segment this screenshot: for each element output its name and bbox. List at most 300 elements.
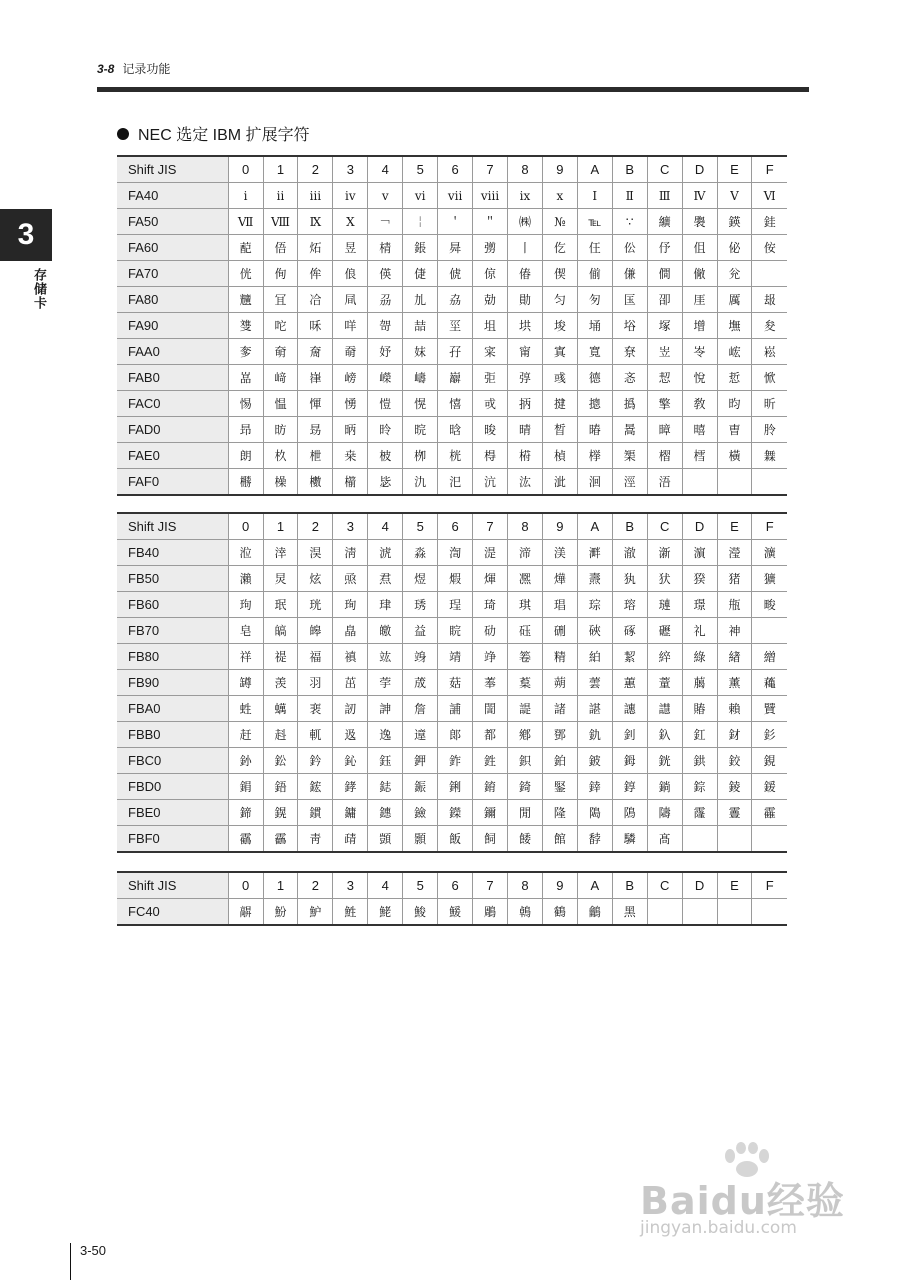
char-cell: 鈼 (438, 748, 473, 774)
column-header: 4 (368, 156, 403, 183)
char-cell: 鋕 (368, 774, 403, 800)
column-header: C (647, 872, 682, 899)
char-cell: 鋓 (438, 774, 473, 800)
char-cell: 瀨 (228, 566, 263, 592)
char-cell: 伀 (612, 235, 647, 261)
char-cell: 揵 (542, 391, 577, 417)
char-cell: 孖 (438, 339, 473, 365)
char-cell: 悊 (717, 365, 752, 391)
char-cell (717, 826, 752, 853)
char-cell: 璟 (682, 592, 717, 618)
char-cell: 燁 (542, 566, 577, 592)
char-cell: 遧 (403, 722, 438, 748)
char-cell: 鰀 (438, 899, 473, 926)
column-header: 8 (507, 156, 542, 183)
char-cell: 錂 (717, 774, 752, 800)
char-cell: 咩 (333, 313, 368, 339)
char-cell: 箞 (507, 644, 542, 670)
char-cell: 都 (473, 722, 508, 748)
char-cell: 竑 (368, 644, 403, 670)
char-cell: 神 (717, 618, 752, 644)
char-cell: 絜 (612, 644, 647, 670)
char-cell: 菶 (473, 670, 508, 696)
chapter-label: 存储卡 (32, 268, 47, 310)
char-cell: 焄 (368, 566, 403, 592)
char-cell: 昮 (298, 417, 333, 443)
char-cell: 淸 (333, 540, 368, 566)
char-cell: 鄧 (542, 722, 577, 748)
char-cell: 勀 (473, 287, 508, 313)
page-rule (70, 1243, 71, 1280)
watermark-url: jingyan.baidu.com (640, 1218, 797, 1238)
char-cell (682, 826, 717, 853)
row-header: FB80 (117, 644, 228, 670)
char-cell: 劯 (473, 618, 508, 644)
table-row (117, 417, 787, 443)
char-cell: 誧 (438, 696, 473, 722)
char-cell: 﨏 (612, 313, 647, 339)
table-row (117, 313, 787, 339)
char-cell: 曻 (438, 235, 473, 261)
row-header: FA70 (117, 261, 228, 287)
table-row (117, 287, 787, 313)
char-cell: 賰 (682, 696, 717, 722)
char-cell: 鸙 (577, 899, 612, 926)
char-cell: 丨 (507, 235, 542, 261)
char-cell: 﨔 (577, 443, 612, 469)
char-cell: 妤 (368, 339, 403, 365)
char-cell: 嵓 (228, 365, 263, 391)
row-header: FAE0 (117, 443, 228, 469)
char-cell: 綠 (682, 644, 717, 670)
char-cell: 愑 (333, 391, 368, 417)
char-cell: 珣 (333, 592, 368, 618)
table-row (117, 748, 787, 774)
corner-header: Shift JIS (117, 513, 228, 540)
char-cell: 銈 (752, 209, 787, 235)
char-cell: 瑢 (612, 592, 647, 618)
char-cell: 渹 (438, 540, 473, 566)
char-cell: 鉸 (717, 748, 752, 774)
char-cell: 礰 (647, 618, 682, 644)
char-cell: ￢ (368, 209, 403, 235)
char-cell: 彅 (473, 235, 508, 261)
char-cell: 卲 (647, 287, 682, 313)
char-cell: 鈺 (368, 748, 403, 774)
char-cell: 鮏 (333, 899, 368, 926)
table-row (117, 696, 787, 722)
char-cell: 鐱 (403, 800, 438, 826)
char-cell: 喆 (403, 313, 438, 339)
char-cell: 鵰 (473, 899, 508, 926)
char-cell: 鍗 (228, 800, 263, 826)
char-cell: 刕 (368, 287, 403, 313)
char-cell: 浯 (647, 469, 682, 496)
char-cell: 鈐 (298, 748, 333, 774)
char-cell: 睆 (438, 618, 473, 644)
row-header: FAC0 (117, 391, 228, 417)
column-header: 5 (403, 156, 438, 183)
char-cell: 璉 (647, 592, 682, 618)
char-cell: 煇 (473, 566, 508, 592)
char-cell: 偂 (577, 261, 612, 287)
column-header: 4 (368, 872, 403, 899)
char-cell: Ⅹ (333, 209, 368, 235)
char-cell: 髙 (647, 826, 682, 853)
char-cell: 惕 (228, 391, 263, 417)
table-row (117, 183, 787, 209)
char-cell: 琩 (542, 592, 577, 618)
char-cell: 珉 (263, 592, 298, 618)
char-cell: ⅸ (507, 183, 542, 209)
char-cell: 匀 (542, 287, 577, 313)
row-header: FA60 (117, 235, 228, 261)
row-header: FA90 (117, 313, 228, 339)
char-cell: 硺 (612, 618, 647, 644)
column-header: 9 (542, 872, 577, 899)
char-cell: 皞 (298, 618, 333, 644)
char-cell: 玽 (228, 592, 263, 618)
column-header: 5 (403, 513, 438, 540)
row-header: FA40 (117, 183, 228, 209)
column-header: F (752, 513, 787, 540)
char-cell (682, 899, 717, 926)
row-header: FB70 (117, 618, 228, 644)
char-cell: 嵭 (333, 365, 368, 391)
table-row (117, 826, 787, 853)
char-cell: 沆 (473, 469, 508, 496)
char-cell: 益 (403, 618, 438, 644)
char-cell: 砡 (507, 618, 542, 644)
char-cell: 黑 (612, 899, 647, 926)
char-cell: 猪 (717, 566, 752, 592)
char-cell: 兊 (717, 261, 752, 287)
char-cell: 汯 (507, 469, 542, 496)
char-cell: 錥 (473, 774, 508, 800)
char-cell: 彧 (542, 365, 577, 391)
char-cell: 曺 (717, 417, 752, 443)
char-cell: 俿 (438, 261, 473, 287)
char-cell: 訷 (368, 696, 403, 722)
char-cell: 咊 (298, 313, 333, 339)
char-cell: 仡 (542, 235, 577, 261)
char-cell: 伃 (647, 235, 682, 261)
char-cell: 館 (542, 826, 577, 853)
char-cell: 偰 (542, 261, 577, 287)
char-cell: 閒 (507, 800, 542, 826)
char-cell: 﨎 (228, 313, 263, 339)
column-header: A (577, 156, 612, 183)
char-cell: 晙 (473, 417, 508, 443)
char-cell: 抦 (507, 391, 542, 417)
column-header: 8 (507, 513, 542, 540)
char-table (117, 871, 787, 926)
char-cell: 薰 (717, 670, 752, 696)
char-cell: 鈹 (577, 748, 612, 774)
char-cell: 涬 (263, 540, 298, 566)
row-header: FA50 (117, 209, 228, 235)
corner-header: Shift JIS (117, 156, 228, 183)
char-cell: 鋹 (403, 235, 438, 261)
char-cell: 傔 (612, 261, 647, 287)
char-cell: ＇ (438, 209, 473, 235)
table-row (117, 365, 787, 391)
char-cell: 昉 (263, 417, 298, 443)
char-cell: 淏 (298, 540, 333, 566)
char-cell: 靃 (752, 800, 787, 826)
char-cell: 琮 (577, 592, 612, 618)
char-cell: 炅 (263, 566, 298, 592)
char-cell: 夋 (752, 313, 787, 339)
char-cell: 靍 (228, 826, 263, 853)
char-cell: 俍 (333, 261, 368, 287)
char-cell: 燾 (577, 566, 612, 592)
char-cell: 誾 (473, 696, 508, 722)
char-cell: 鋗 (228, 774, 263, 800)
char-cell (717, 469, 752, 496)
char-cell: 戓 (473, 391, 508, 417)
char-table (117, 155, 787, 496)
char-cell: 煜 (403, 566, 438, 592)
char-cell: 瀅 (717, 540, 752, 566)
char-cell: 蠇 (263, 696, 298, 722)
char-cell: 蕙 (612, 670, 647, 696)
char-cell: 淼 (403, 540, 438, 566)
char-cell: 郞 (438, 722, 473, 748)
char-cell: 橆 (752, 443, 787, 469)
char-cell: 鮱 (368, 899, 403, 926)
char-cell: 鄕 (507, 722, 542, 748)
char-cell: 顗 (368, 826, 403, 853)
char-cell: 葈 (507, 670, 542, 696)
char-cell: 崧 (752, 339, 787, 365)
char-cell: 隆 (542, 800, 577, 826)
char-cell: 俉 (263, 235, 298, 261)
char-cell: 尞 (612, 339, 647, 365)
section-title: 记录功能 (122, 62, 171, 76)
column-header: A (577, 872, 612, 899)
char-cell: 瀇 (752, 540, 787, 566)
char-cell: 犱 (612, 566, 647, 592)
char-cell: ⅷ (473, 183, 508, 209)
char-cell: ∵ (612, 209, 647, 235)
char-cell: Ⅵ (752, 183, 787, 209)
char-cell: 奓 (228, 339, 263, 365)
char-cell: 濵 (682, 540, 717, 566)
char-cell: 鑅 (438, 800, 473, 826)
char-cell: 妺 (403, 339, 438, 365)
char-cell (752, 261, 787, 287)
char-cell: 詹 (403, 696, 438, 722)
char-cell: 厲 (717, 287, 752, 313)
char-cell: Ⅴ (717, 183, 752, 209)
column-header: 3 (333, 156, 368, 183)
char-cell: 琇 (403, 592, 438, 618)
table-row (117, 339, 787, 365)
char-cell: Ⅰ (577, 183, 612, 209)
row-header: FA80 (117, 287, 228, 313)
char-cell: 弴 (507, 365, 542, 391)
char-cell: 劦 (438, 287, 473, 313)
char-cell: 釚 (577, 722, 612, 748)
char-cell: 鉙 (507, 748, 542, 774)
char-cell: 嶸 (368, 365, 403, 391)
row-header: FBF0 (117, 826, 228, 853)
char-cell: 匤 (612, 287, 647, 313)
column-header: 9 (542, 513, 577, 540)
char-cell: 緖 (717, 644, 752, 670)
char-cell: 櫤 (333, 469, 368, 496)
table-row (117, 774, 787, 800)
char-cell: 岺 (682, 339, 717, 365)
column-header: 6 (438, 872, 473, 899)
char-cell: 顥 (403, 826, 438, 853)
char-cell: 埈 (542, 313, 577, 339)
char-cell: 擎 (647, 391, 682, 417)
char-cell: 鉑 (542, 748, 577, 774)
char-cell: 鉎 (473, 748, 508, 774)
char-cell: ⅱ (263, 183, 298, 209)
char-cell: 恝 (647, 365, 682, 391)
row-header: FAA0 (117, 339, 228, 365)
table-row (117, 443, 787, 469)
char-cell: 寀 (473, 339, 508, 365)
char-cell: 錞 (612, 774, 647, 800)
char-cell: 裵 (298, 696, 333, 722)
char-cell: 綷 (647, 644, 682, 670)
table-row (117, 592, 787, 618)
column-header: B (612, 872, 647, 899)
char-cell: 畯 (752, 592, 787, 618)
watermark (640, 1160, 850, 1250)
char-cell: 﨨 (577, 774, 612, 800)
column-header: E (717, 156, 752, 183)
char-cell: 垬 (507, 313, 542, 339)
char-cell: 皂 (228, 618, 263, 644)
row-header: FBC0 (117, 748, 228, 774)
char-cell: 驎 (612, 826, 647, 853)
char-cell (717, 899, 752, 926)
char-cell: 汜 (438, 469, 473, 496)
char-cell: 德 (577, 365, 612, 391)
char-cell: 譓 (612, 696, 647, 722)
char-cell: 叝 (752, 287, 787, 313)
char-cell: 惲 (298, 391, 333, 417)
table-row (117, 469, 787, 496)
column-header: 7 (473, 513, 508, 540)
char-cell: 鑈 (473, 800, 508, 826)
char-cell: 隯 (647, 800, 682, 826)
char-cell (752, 899, 787, 926)
char-cell: 倢 (403, 261, 438, 287)
char-cell (682, 469, 717, 496)
column-header: 5 (403, 872, 438, 899)
char-cell: 勛 (507, 287, 542, 313)
section-heading-text: NEC 选定 IBM 扩展字符 (138, 127, 310, 144)
char-cell: 凬 (333, 287, 368, 313)
char-cell: ⅹ (542, 183, 577, 209)
char-cell: 晴 (507, 417, 542, 443)
char-cell: 鉀 (403, 748, 438, 774)
char-cell: 伹 (682, 235, 717, 261)
char-cell: 榘 (612, 443, 647, 469)
char-cell: 靏 (263, 826, 298, 853)
column-header: 0 (228, 513, 263, 540)
char-cell: ＂ (473, 209, 508, 235)
char-cell: 栁 (403, 443, 438, 469)
column-header: 9 (542, 156, 577, 183)
column-header: 2 (298, 156, 333, 183)
char-cell: 侒 (752, 235, 787, 261)
table-row (117, 540, 787, 566)
char-cell: 﨟 (682, 670, 717, 696)
char-cell: 赶 (228, 722, 263, 748)
char-cell: 竧 (403, 644, 438, 670)
column-header: 1 (263, 156, 298, 183)
char-cell: 靖 (438, 644, 473, 670)
char-cell: 鎤 (263, 800, 298, 826)
char-cell: 銧 (647, 748, 682, 774)
char-cell: 﨤 (333, 722, 368, 748)
row-header: FB40 (117, 540, 228, 566)
char-cell: 錝 (682, 774, 717, 800)
column-header: 0 (228, 872, 263, 899)
column-header: 3 (333, 513, 368, 540)
char-cell: 魲 (298, 899, 333, 926)
char-cell: 倞 (473, 261, 508, 287)
char-cell: 繒 (752, 644, 787, 670)
char-table (117, 512, 787, 853)
char-cell: 洄 (577, 469, 612, 496)
char-cell: 鏸 (368, 800, 403, 826)
row-header: FB60 (117, 592, 228, 618)
char-cell: 暲 (647, 417, 682, 443)
char-cell: 氿 (403, 469, 438, 496)
char-cell: Ⅳ (682, 183, 717, 209)
column-header: 7 (473, 872, 508, 899)
char-cell: 昻 (228, 417, 263, 443)
char-cell: 煆 (438, 566, 473, 592)
char-cell: 憘 (438, 391, 473, 417)
char-cell: 甯 (507, 339, 542, 365)
table-row (117, 899, 787, 926)
char-cell: 鮻 (403, 899, 438, 926)
char-cell: 枻 (298, 443, 333, 469)
char-cell: 釞 (647, 722, 682, 748)
char-cell: 餧 (507, 826, 542, 853)
char-cell: 槢 (647, 443, 682, 469)
char-cell: 髜 (228, 899, 263, 926)
char-cell: 湜 (473, 540, 508, 566)
char-cell: 岦 (647, 339, 682, 365)
char-cell: 咜 (263, 313, 298, 339)
char-cell: 蓜 (228, 235, 263, 261)
column-header: 2 (298, 872, 333, 899)
char-cell: 罇 (228, 670, 263, 696)
column-header: 6 (438, 156, 473, 183)
row-header: FAF0 (117, 469, 228, 496)
char-cell: 釮 (717, 722, 752, 748)
table-row (117, 800, 787, 826)
char-cell: Ⅸ (298, 209, 333, 235)
char-cell: 訒 (333, 696, 368, 722)
char-cell: 埇 (577, 313, 612, 339)
char-cell: 奣 (333, 339, 368, 365)
char-cell: 鏞 (333, 800, 368, 826)
char-cell: 桄 (438, 443, 473, 469)
char-cell: ⅰ (228, 183, 263, 209)
char-cell: 馞 (577, 826, 612, 853)
